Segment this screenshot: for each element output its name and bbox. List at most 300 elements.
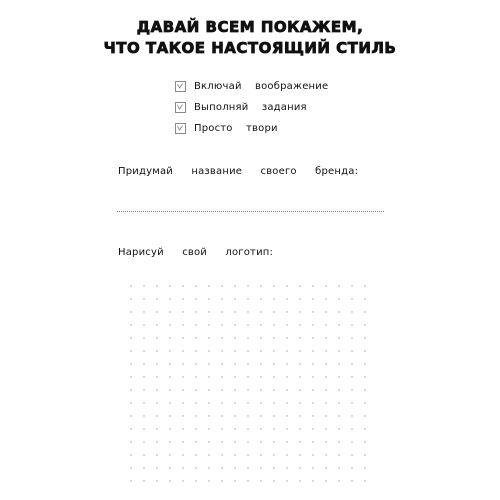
grid-dot xyxy=(234,428,235,429)
grid-dot xyxy=(208,389,209,390)
grid-dot xyxy=(312,467,313,468)
grid-dot xyxy=(312,337,313,338)
grid-dot xyxy=(273,480,274,481)
grid-dot xyxy=(325,285,326,286)
grid-dot xyxy=(299,324,300,325)
grid-dot xyxy=(286,402,287,403)
grid-dot xyxy=(130,337,131,338)
grid-dot xyxy=(351,337,352,338)
grid-dot xyxy=(130,467,131,468)
grid-dot xyxy=(260,467,261,468)
grid-dot xyxy=(312,324,313,325)
grid-dot xyxy=(338,389,339,390)
grid-dot xyxy=(286,467,287,468)
grid-dot xyxy=(273,311,274,312)
grid-dot xyxy=(351,363,352,364)
grid-dot xyxy=(299,415,300,416)
grid-dot xyxy=(234,467,235,468)
grid-dot xyxy=(247,441,248,442)
grid-dot xyxy=(325,428,326,429)
grid-dot xyxy=(286,350,287,351)
grid-dot xyxy=(221,428,222,429)
grid-dot xyxy=(351,298,352,299)
grid-dot xyxy=(208,285,209,286)
grid-dot xyxy=(143,285,144,286)
grid-dot xyxy=(364,298,365,299)
grid-dot xyxy=(364,402,365,403)
grid-dot xyxy=(247,415,248,416)
grid-dot xyxy=(260,441,261,442)
grid-dot xyxy=(130,324,131,325)
grid-dot xyxy=(221,389,222,390)
grid-dot xyxy=(143,324,144,325)
grid-dot xyxy=(208,311,209,312)
grid-dot xyxy=(143,402,144,403)
grid-dot xyxy=(325,324,326,325)
grid-dot xyxy=(312,389,313,390)
grid-dot xyxy=(195,324,196,325)
grid-dot xyxy=(351,428,352,429)
grid-dot xyxy=(286,480,287,481)
grid-dot xyxy=(182,376,183,377)
grid-dot xyxy=(338,428,339,429)
headline-line-2: ЧТО ТАКОЕ НАСТОЯЩИЙ СТИЛЬ xyxy=(103,39,397,57)
grid-dot xyxy=(182,350,183,351)
checkmark-icon xyxy=(177,83,183,89)
grid-dot xyxy=(182,324,183,325)
grid-dot xyxy=(156,298,157,299)
grid-dot xyxy=(273,324,274,325)
grid-dot xyxy=(338,350,339,351)
grid-dot xyxy=(299,402,300,403)
grid-dot xyxy=(143,389,144,390)
grid-dot xyxy=(247,428,248,429)
grid-dot xyxy=(338,311,339,312)
grid-dot xyxy=(182,389,183,390)
checklist-item xyxy=(175,118,328,139)
grid-dot xyxy=(182,428,183,429)
grid-dot xyxy=(182,363,183,364)
headline xyxy=(0,17,500,59)
grid-dot xyxy=(130,363,131,364)
grid-dot xyxy=(182,467,183,468)
grid-dot xyxy=(195,467,196,468)
grid-dot xyxy=(156,402,157,403)
grid-dot xyxy=(338,324,339,325)
grid-dot xyxy=(130,402,131,403)
grid-dot xyxy=(130,428,131,429)
grid-dot xyxy=(221,402,222,403)
grid-dot xyxy=(156,376,157,377)
grid-dot xyxy=(286,311,287,312)
grid-dot xyxy=(156,285,157,286)
grid-dot xyxy=(364,337,365,338)
grid-dot xyxy=(286,415,287,416)
grid-dot xyxy=(221,350,222,351)
grid-dot xyxy=(169,441,170,442)
grid-dot xyxy=(221,324,222,325)
grid-dot xyxy=(260,285,261,286)
grid-dot xyxy=(208,298,209,299)
grid-dot xyxy=(338,402,339,403)
grid-dot xyxy=(312,454,313,455)
grid-dot xyxy=(325,441,326,442)
grid-dot xyxy=(234,376,235,377)
grid-dot xyxy=(338,480,339,481)
grid-dot xyxy=(273,454,274,455)
headline-line-1: ДАВАЙ ВСЕМ ПОКАЖЕМ, xyxy=(136,18,364,36)
grid-dot xyxy=(260,389,261,390)
grid-dot xyxy=(260,402,261,403)
grid-dot xyxy=(156,389,157,390)
grid-dot xyxy=(273,350,274,351)
grid-dot xyxy=(221,337,222,338)
grid-dot xyxy=(143,376,144,377)
grid-dot xyxy=(130,285,131,286)
grid-dot xyxy=(130,441,131,442)
grid-dot xyxy=(169,311,170,312)
grid-dot xyxy=(156,363,157,364)
grid-dot xyxy=(182,285,183,286)
grid-dot xyxy=(260,324,261,325)
grid-dot xyxy=(247,480,248,481)
grid-dot xyxy=(325,337,326,338)
grid-dot xyxy=(169,428,170,429)
grid-dot xyxy=(260,428,261,429)
grid-dot xyxy=(195,454,196,455)
grid-dot xyxy=(221,467,222,468)
grid-dot xyxy=(299,363,300,364)
grid-dot xyxy=(130,376,131,377)
grid-dot xyxy=(312,480,313,481)
grid-dot xyxy=(143,467,144,468)
grid-dot xyxy=(364,480,365,481)
grid-dot xyxy=(156,467,157,468)
grid-dot xyxy=(247,467,248,468)
grid-dot xyxy=(156,454,157,455)
grid-dot xyxy=(299,480,300,481)
grid-dot xyxy=(273,376,274,377)
grid-dot xyxy=(195,363,196,364)
grid-dot xyxy=(143,454,144,455)
grid-dot xyxy=(130,415,131,416)
grid-dot xyxy=(247,337,248,338)
grid-dot xyxy=(169,363,170,364)
grid-dot xyxy=(234,480,235,481)
grid-dot xyxy=(325,298,326,299)
grid-dot xyxy=(247,350,248,351)
grid-dot xyxy=(351,311,352,312)
grid-dot xyxy=(195,480,196,481)
grid-dot xyxy=(325,363,326,364)
grid-dot xyxy=(273,441,274,442)
grid-dot xyxy=(312,402,313,403)
grid-dot xyxy=(247,402,248,403)
grid-dot xyxy=(143,480,144,481)
grid-dot xyxy=(130,350,131,351)
grid-dot xyxy=(208,402,209,403)
grid-dot xyxy=(351,350,352,351)
grid-dot xyxy=(351,324,352,325)
grid-dot xyxy=(169,350,170,351)
grid-dot xyxy=(338,363,339,364)
grid-dot xyxy=(299,350,300,351)
grid-dot xyxy=(338,298,339,299)
grid-dot xyxy=(325,454,326,455)
grid-dot xyxy=(260,376,261,377)
grid-dot xyxy=(169,480,170,481)
grid-dot xyxy=(273,298,274,299)
grid-dot xyxy=(130,480,131,481)
logo-prompt: Нарисуй свой логотип: xyxy=(118,247,274,258)
grid-dot xyxy=(351,454,352,455)
checkmark-icon xyxy=(177,125,183,131)
checklist-item-label: Просто твори xyxy=(194,123,278,134)
grid-dot xyxy=(234,441,235,442)
grid-dot xyxy=(195,298,196,299)
grid-dot xyxy=(273,467,274,468)
grid-dot xyxy=(208,480,209,481)
grid-dot xyxy=(247,324,248,325)
grid-dot xyxy=(195,441,196,442)
grid-dot xyxy=(169,337,170,338)
grid-dot xyxy=(221,285,222,286)
grid-dot xyxy=(364,285,365,286)
grid-dot xyxy=(286,454,287,455)
grid-dot xyxy=(234,285,235,286)
grid-dot xyxy=(169,402,170,403)
grid-dot xyxy=(130,454,131,455)
grid-dot xyxy=(234,363,235,364)
grid-dot xyxy=(247,285,248,286)
grid-dot xyxy=(156,441,157,442)
grid-dot xyxy=(286,376,287,377)
grid-dot xyxy=(169,376,170,377)
grid-dot xyxy=(208,428,209,429)
grid-dot xyxy=(299,441,300,442)
grid-dot xyxy=(234,389,235,390)
grid-dot xyxy=(143,415,144,416)
grid-dot xyxy=(156,324,157,325)
grid-dot xyxy=(325,467,326,468)
grid-dot xyxy=(195,285,196,286)
brand-name-prompt: Придумай название своего бренда: xyxy=(118,166,359,177)
grid-dot xyxy=(286,389,287,390)
grid-dot xyxy=(182,441,183,442)
grid-dot xyxy=(260,337,261,338)
grid-dot xyxy=(299,298,300,299)
grid-dot xyxy=(364,363,365,364)
grid-dot xyxy=(208,363,209,364)
grid-dot xyxy=(234,350,235,351)
checklist xyxy=(175,76,328,139)
grid-dot xyxy=(221,454,222,455)
grid-dot xyxy=(325,402,326,403)
grid-dot xyxy=(221,376,222,377)
grid-dot xyxy=(247,376,248,377)
grid-dot xyxy=(273,428,274,429)
grid-dot xyxy=(312,415,313,416)
grid-dot xyxy=(143,337,144,338)
grid-dot xyxy=(338,337,339,338)
grid-dot xyxy=(143,311,144,312)
grid-dot xyxy=(312,376,313,377)
grid-dot xyxy=(169,285,170,286)
grid-dot xyxy=(247,363,248,364)
grid-dot xyxy=(208,337,209,338)
grid-dot xyxy=(351,376,352,377)
checkbox[interactable] xyxy=(175,81,186,92)
grid-dot xyxy=(143,298,144,299)
grid-dot xyxy=(195,415,196,416)
grid-dot xyxy=(208,454,209,455)
grid-dot xyxy=(312,298,313,299)
grid-dot xyxy=(260,415,261,416)
grid-dot xyxy=(325,415,326,416)
grid-dot xyxy=(234,337,235,338)
grid-dot xyxy=(325,480,326,481)
grid-dot xyxy=(364,415,365,416)
grid-dot xyxy=(299,467,300,468)
grid-dot xyxy=(221,441,222,442)
grid-dot xyxy=(156,415,157,416)
grid-dot xyxy=(273,415,274,416)
grid-dot xyxy=(234,298,235,299)
grid-dot xyxy=(169,467,170,468)
grid-dot xyxy=(286,441,287,442)
grid-dot xyxy=(182,415,183,416)
grid-dot xyxy=(364,350,365,351)
grid-dot xyxy=(364,311,365,312)
grid-dot xyxy=(169,298,170,299)
grid-dot xyxy=(338,376,339,377)
grid-dot xyxy=(182,454,183,455)
grid-dot xyxy=(221,415,222,416)
grid-dot xyxy=(273,389,274,390)
grid-dot xyxy=(156,311,157,312)
grid-dot xyxy=(260,480,261,481)
grid-dot xyxy=(364,389,365,390)
grid-dot xyxy=(260,350,261,351)
grid-dot xyxy=(260,298,261,299)
grid-dot xyxy=(260,363,261,364)
grid-dot xyxy=(351,285,352,286)
grid-dot xyxy=(234,311,235,312)
grid-dot xyxy=(143,363,144,364)
grid-dot xyxy=(338,441,339,442)
grid-dot xyxy=(286,324,287,325)
grid-dot xyxy=(364,454,365,455)
grid-dot xyxy=(364,441,365,442)
grid-dot xyxy=(312,285,313,286)
grid-dot xyxy=(286,285,287,286)
grid-dot xyxy=(195,389,196,390)
grid-dot xyxy=(195,350,196,351)
grid-dot xyxy=(299,337,300,338)
grid-dot xyxy=(273,337,274,338)
grid-dot xyxy=(260,311,261,312)
grid-dot xyxy=(338,467,339,468)
grid-dot xyxy=(208,415,209,416)
grid-dot xyxy=(312,311,313,312)
grid-dot xyxy=(273,363,274,364)
grid-dot xyxy=(273,285,274,286)
grid-dot xyxy=(182,311,183,312)
grid-dot xyxy=(247,389,248,390)
grid-dot xyxy=(208,441,209,442)
grid-dot xyxy=(208,376,209,377)
grid-dot xyxy=(286,363,287,364)
grid-dot xyxy=(299,428,300,429)
grid-dot xyxy=(338,285,339,286)
grid-dot xyxy=(156,428,157,429)
grid-dot xyxy=(325,350,326,351)
checkbox[interactable] xyxy=(175,123,186,134)
grid-dot xyxy=(299,454,300,455)
grid-dot xyxy=(169,324,170,325)
grid-dot xyxy=(182,298,183,299)
grid-dot xyxy=(247,298,248,299)
grid-dot xyxy=(195,376,196,377)
logo-drawing-grid[interactable] xyxy=(127,282,372,487)
grid-dot xyxy=(286,298,287,299)
grid-dot xyxy=(156,350,157,351)
grid-dot xyxy=(156,480,157,481)
grid-dot xyxy=(169,415,170,416)
grid-dot xyxy=(299,311,300,312)
grid-dot xyxy=(234,402,235,403)
grid-dot xyxy=(299,376,300,377)
grid-dot xyxy=(169,454,170,455)
grid-dot xyxy=(312,441,313,442)
grid-dot xyxy=(221,298,222,299)
grid-dot xyxy=(143,441,144,442)
grid-dot xyxy=(208,467,209,468)
grid-dot xyxy=(299,285,300,286)
grid-dot xyxy=(130,298,131,299)
grid-dot xyxy=(351,480,352,481)
grid-dot xyxy=(130,389,131,390)
checklist-item xyxy=(175,76,328,97)
grid-dot xyxy=(234,454,235,455)
grid-dot xyxy=(312,428,313,429)
grid-dot xyxy=(182,480,183,481)
grid-dot xyxy=(156,337,157,338)
grid-dot xyxy=(325,376,326,377)
grid-dot xyxy=(351,441,352,442)
grid-dot xyxy=(364,428,365,429)
grid-dot xyxy=(234,415,235,416)
grid-dot xyxy=(312,350,313,351)
checklist-item-label: Выполняй задания xyxy=(194,102,307,113)
grid-dot xyxy=(143,428,144,429)
grid-dot xyxy=(260,454,261,455)
grid-dot xyxy=(208,324,209,325)
brand-name-writing-line[interactable] xyxy=(117,211,384,212)
grid-dot xyxy=(351,415,352,416)
checkbox[interactable] xyxy=(175,102,186,113)
grid-dot xyxy=(364,376,365,377)
grid-dot xyxy=(364,324,365,325)
checklist-item xyxy=(175,97,328,118)
grid-dot xyxy=(195,402,196,403)
grid-dot xyxy=(364,467,365,468)
grid-dot xyxy=(143,350,144,351)
grid-dot xyxy=(195,428,196,429)
grid-dot xyxy=(338,415,339,416)
grid-dot xyxy=(286,428,287,429)
grid-dot xyxy=(169,389,170,390)
